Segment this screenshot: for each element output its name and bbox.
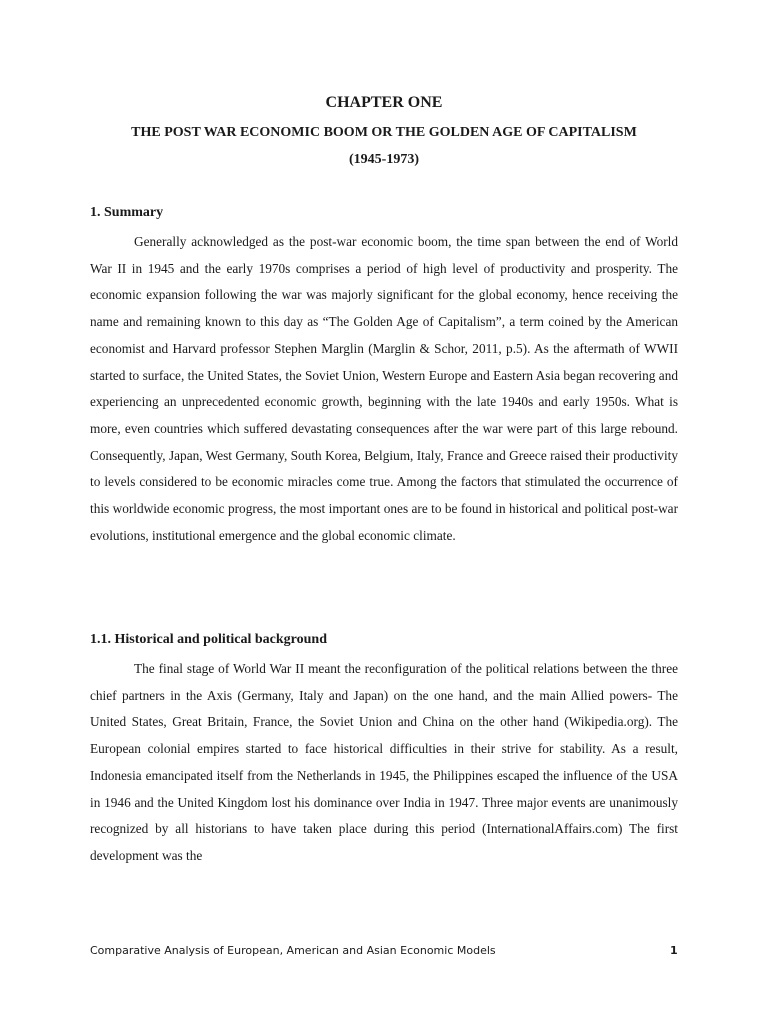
page-number: 1 (670, 944, 678, 957)
section-heading-historical-background: 1.1. Historical and political background (90, 632, 327, 647)
footer-title: Comparative Analysis of European, American and Asian Economic Models (90, 944, 496, 957)
chapter-subtitle: THE POST WAR ECONOMIC BOOM OR THE GOLDEN AGE OF CAPITALISM (131, 125, 637, 140)
paragraph-summary: Generally acknowledged as the post-war economic boom, the time span between the end of World War II in 1945 and the early 1970s comprises a period of high level of productivity and prosperity. The economic expansion following the war was majorly significant for the global economy, hence receiving the name and remaining known to this day as “The Golden Age of Capitalism”, a term coined by the American economist and Harvard professor Stephen Marglin (Marglin & Schor, 2011, p.5). As the aftermath of WWII started to surface, the United States, the Soviet Union, Western Europe and Eastern Asia began recovering and experiencing an unprecedented economic growth, beginning with the late 1940s and early 1950s. What is more, even countries which suffered devastating consequences after the war were part of this large rebound. Consequently, Japan, West Germany, South Korea, Belgium, Italy, France and Greece raised their productivity to levels considered to be economic miracles come true. Among the factors that stimulated the occurrence of this worldwide economic progress, the most important ones are to be found in historical and political post-war evolutions, institutional emergence and the global economic climate. (90, 234, 678, 543)
section-heading-summary: 1. Summary (90, 205, 164, 220)
paragraph-historical-background: The final stage of World War II meant the reconfiguration of the political relations between the three chief partners in the Axis (Germany, Italy and Japan) on the one hand, and the main Allied powers- The United States, Great Britain, France, the Soviet Union and China on the other hand (Wikipedia.org). The European colonial empires started to face historical difficulties in their strive for stability. As a result, Indonesia emancipated itself from the Netherlands in 1945, the Philippines escaped the influence of the USA in 1946 and the United Kingdom lost his dominance over India in 1947. Three major events are unanimously recognized by all historians to have taken place during this period (InternationalAffairs.com) The first development was the (90, 661, 678, 863)
chapter-title: CHAPTER ONE (325, 94, 443, 111)
chapter-dates: (1945-1973) (349, 152, 419, 167)
